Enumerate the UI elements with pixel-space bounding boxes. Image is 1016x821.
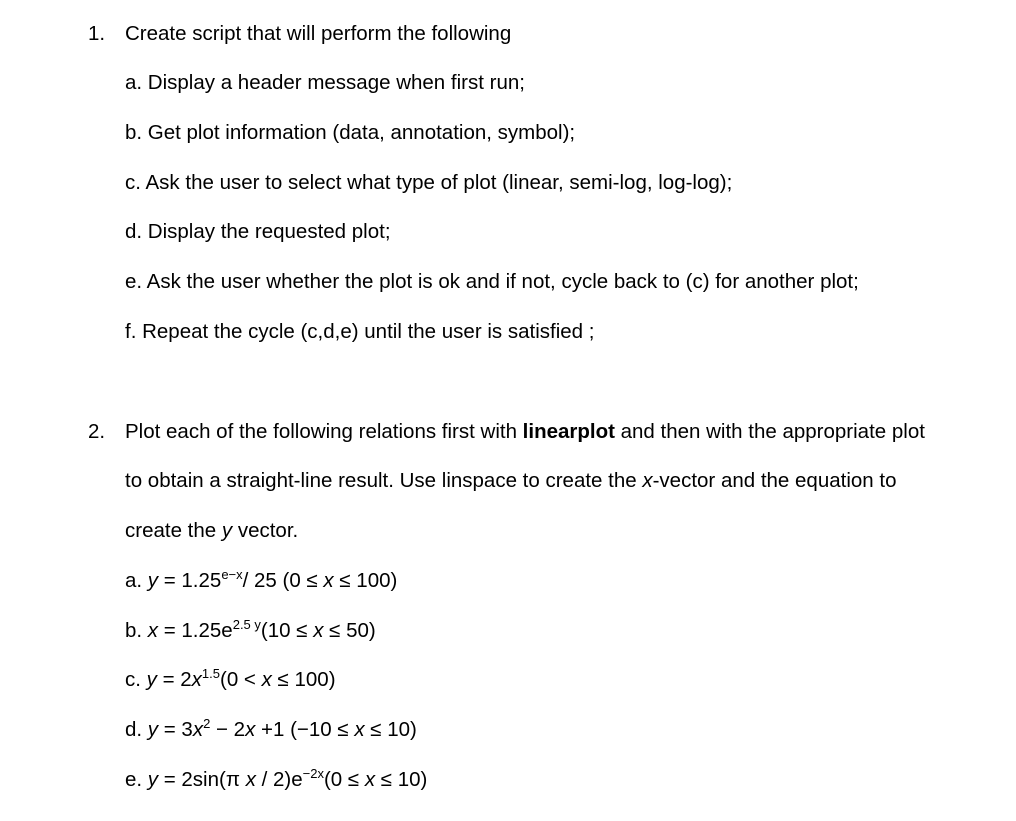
- question-text-line: Plot each of the following relations first with linearplot and then with the appropriate plot: [125, 420, 925, 443]
- list-item: a. Display a header message when first run;: [125, 71, 525, 94]
- question-text-line: to obtain a straight-line result. Use linspace to create the x-vector and the equation to: [125, 469, 897, 492]
- list-item: c. Ask the user to select what type of plot (linear, semi-log, log-log);: [125, 171, 733, 194]
- list-item: e. Ask the user whether the plot is ok and if not, cycle back to (c) for another plot;: [125, 270, 859, 293]
- equation-a: a. $y = 1.25^{e-x}/$ 25 (0 ≤ x ≤ 100): [125, 567, 398, 592]
- question-number: 2.: [88, 420, 106, 443]
- list-item: b. Get plot information (data, annotation, symbol);: [125, 121, 576, 144]
- question-1-heading: [88, 22, 512, 46]
- question-2-heading: [88, 420, 105, 444]
- equation-c: c. $y = 2x^{1.5}(0 < x \le 100)$: [125, 666, 336, 691]
- question-number: 1.: [88, 22, 106, 45]
- question-title: Create script that will perform the following: [125, 22, 512, 45]
- equation-d: d. $y = 3x^2 - 2x +1$ (−10 ≤ x ≤ 10): [125, 716, 417, 741]
- equation-b: b. $x = 1.25e^{2.5 y}(10 \le x \le 50)$: [125, 617, 376, 642]
- list-item: f. Repeat the cycle (c,d,e) until the user is satisfied ;: [125, 320, 595, 343]
- question-text-line: create the y vector.: [125, 519, 299, 542]
- equation-e: e. y = 2sin(π $x / 2)e^{-2x}(0 \le x \le 10)$: [125, 766, 428, 791]
- list-item: d. Display the requested plot;: [125, 220, 391, 243]
- keyword-linearplot: linearplot: [522, 420, 615, 443]
